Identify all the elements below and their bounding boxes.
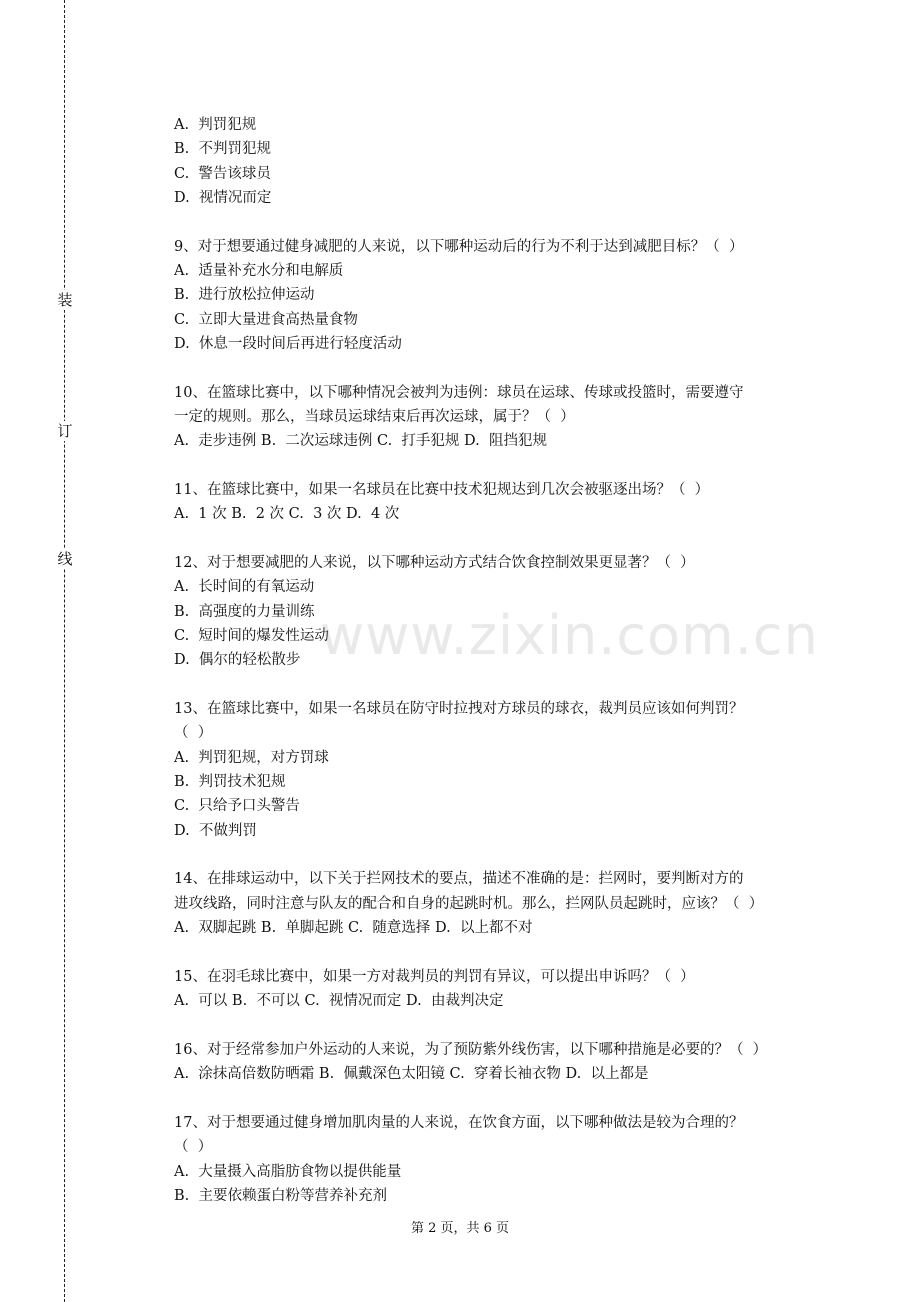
question-option: A. 1 次 B. 2 次 C. 3 次 D. 4 次	[174, 506, 400, 523]
question-block	[174, 1038, 824, 1087]
question-stem-line: 12、对于想要减肥的人来说，以下哪种运动方式结合饮食控制效果更显著？（ ）	[174, 555, 695, 572]
watermark: www.zixin.com.cn	[320, 604, 819, 667]
question-stem-line: 15、在羽毛球比赛中，如果一方对裁判员的判罚有异议，可以提出申诉吗？（ ）	[174, 968, 695, 985]
question-option: D. 视情况而定	[174, 189, 272, 206]
question-option: D. 偶尔的轻松散步	[174, 652, 301, 669]
question-option: B. 进行放松拉伸运动	[174, 287, 315, 304]
question-stem-line: （ ）	[174, 1139, 213, 1156]
question-stem-line: 进攻线路，同时注意与队友的配合和自身的起跳时机。那么，拦网队员起跳时，应该？（ ）	[174, 895, 764, 912]
question-stem-line: 16、对于经常参加户外运动的人来说，为了预防紫外线伤害，以下哪种措施是必要的？（ ）	[174, 1041, 768, 1058]
question-option: A. 大量摄入高脂肪食物以提供能量	[174, 1163, 402, 1180]
question-stem-line: 一定的规则。那么，当球员运球结束后再次运球，属于？（ ）	[174, 408, 575, 425]
question-option: A. 判罚犯规	[174, 117, 257, 133]
question-option: A. 可以 B. 不可以 C. 视情况而定 D. 由裁判决定	[174, 993, 504, 1010]
question-option: C. 警告该球员	[174, 165, 271, 182]
question-option: B. 不判罚犯规	[174, 141, 271, 158]
question-option: A. 涂抹高倍数防晒霜 B. 佩戴深色太阳镜 C. 穿着长袖衣物 D. 以上都是	[174, 1066, 649, 1083]
binding-char-ding: 订	[55, 421, 75, 441]
question-stem-line: 9、对于想要通过健身减肥的人来说，以下哪种运动后的行为不利于达到减肥目标？（ ）	[174, 238, 744, 255]
binding-dashed-line	[64, 0, 65, 1302]
question-stem-line: 11、在篮球比赛中，如果一名球员在比赛中技术犯规达到几次会被驱逐出场？（ ）	[174, 482, 710, 499]
question-block	[174, 381, 824, 454]
question-stem-line: 10、在篮球比赛中，以下哪种情况会被判为违例：球员在运球、传球或投篮时，需要遵守	[174, 384, 744, 401]
question-block	[174, 1111, 824, 1208]
question-block	[174, 235, 824, 356]
binding-char-xian: 线	[55, 549, 75, 569]
question-option: A. 双脚起跳 B. 单脚起跳 C. 随意选择 D. 以上都不对	[174, 920, 533, 937]
question-option: B. 判罚技术犯规	[174, 774, 286, 791]
question-option: C. 立即大量进食高热量食物	[174, 311, 358, 328]
binding-char-zhuang: 装	[55, 290, 75, 310]
question-stem-line: 13、在篮球比赛中，如果一名球员在防守时拉拽对方球员的球衣，裁判员应该如何判罚？	[174, 701, 744, 718]
question-option: B. 高强度的力量训练	[174, 603, 315, 620]
question-option: B. 主要依赖蛋白粉等营养补充剂	[174, 1187, 387, 1204]
question-stem-line: 14、在排球运动中，以下关于拦网技术的要点，描述不准确的是：拦网时，要判断对方的	[174, 871, 744, 888]
question-option: C. 短时间的爆发性运动	[174, 628, 329, 645]
question-block	[174, 965, 824, 1014]
question-option: C. 只给予口头警告	[174, 798, 300, 815]
question-option: D. 不做判罚	[174, 822, 257, 839]
question-option: A. 适量补充水分和电解质	[174, 262, 344, 279]
question-option: A. 判罚犯规，对方罚球	[174, 749, 329, 766]
question-option: A. 走步违例 B. 二次运球违例 C. 打手犯规 D. 阻挡犯规	[174, 433, 547, 450]
question-list	[174, 113, 824, 1233]
question-block	[174, 867, 824, 940]
question-block	[174, 478, 824, 527]
question-block	[174, 697, 824, 843]
question-option: D. 休息一段时间后再进行轻度活动	[174, 335, 402, 352]
question-stem-line: （ ）	[174, 725, 213, 742]
page-footer: 第 2 页，共 6 页	[410, 1221, 510, 1236]
question-option: A. 长时间的有氧运动	[174, 579, 315, 596]
question-stem-line: 17、对于想要通过健身增加肌肉量的人来说，在饮食方面，以下哪种做法是较为合理的？	[174, 1115, 744, 1131]
question-block	[174, 113, 824, 210]
